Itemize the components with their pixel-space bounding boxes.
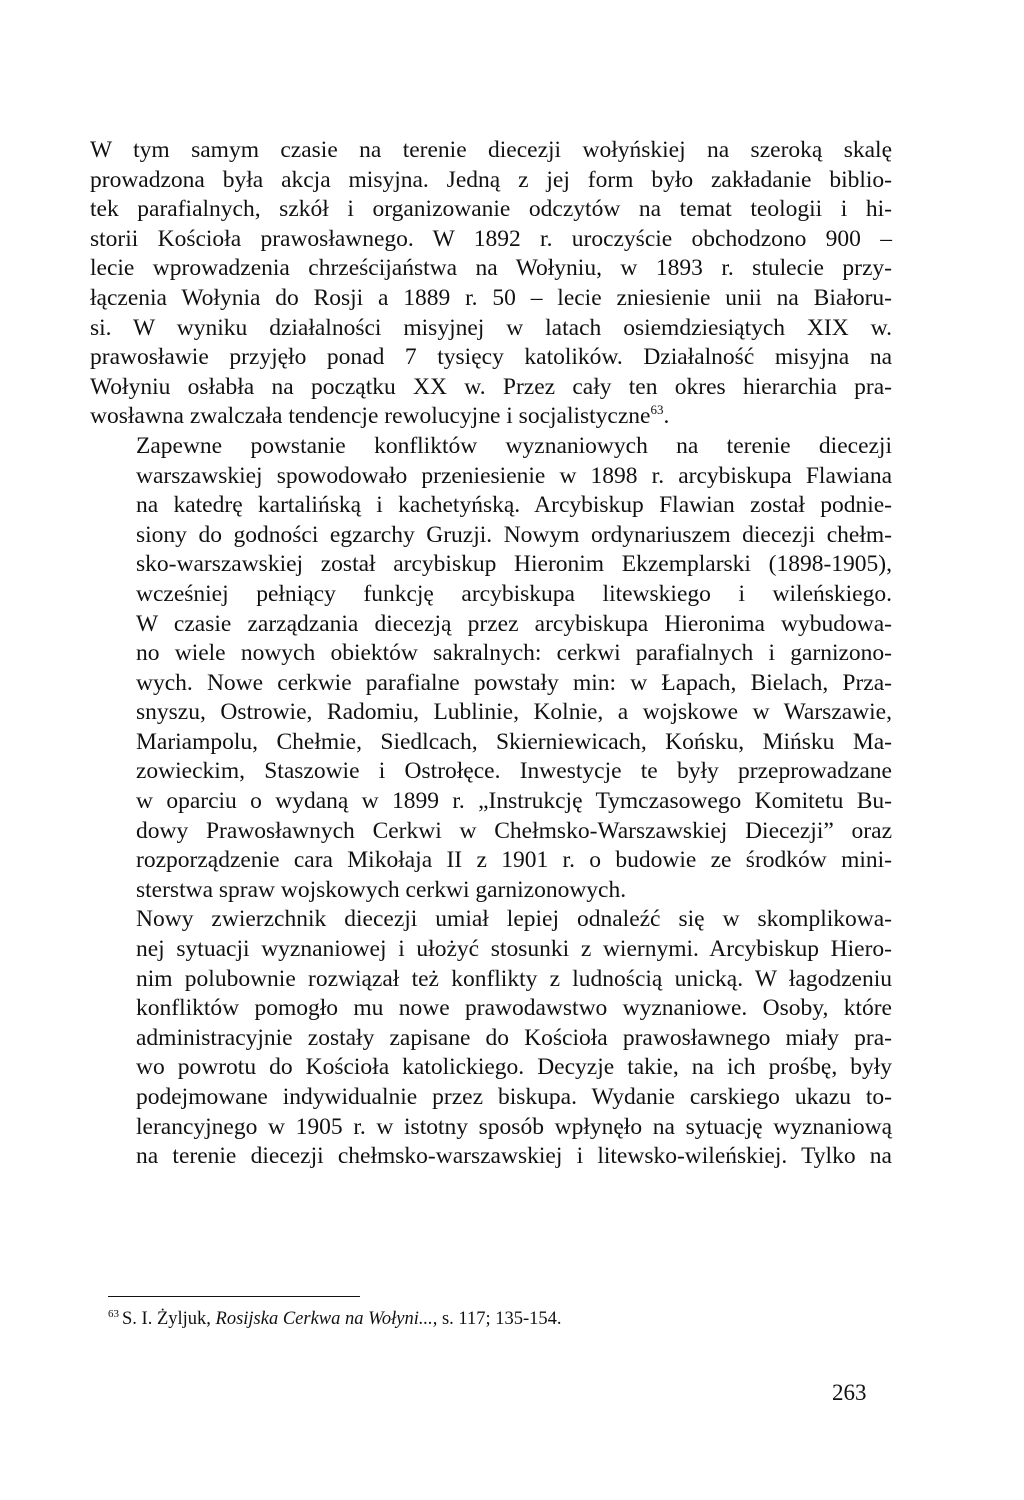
footnote-prefix: S. I. Żyljuk, bbox=[122, 1309, 216, 1329]
text-line: nej sytuacji wyznaniowej i ułożyć stosunki z wiernymi. Arcybiskup Hiero- bbox=[136, 936, 892, 963]
text-line: storii Kościoła prawosławnego. W 1892 r. uroczyście obchodzono 900 – bbox=[90, 225, 892, 252]
text-line: lecie wprowadzenia chrześcijaństwa na Wołyniu, w 1893 r. stulecie przy- bbox=[90, 255, 892, 282]
text-line: tek parafialnych, szkół i organizowanie odczytów na temat teologii i hi- bbox=[90, 196, 892, 223]
text-line: siony do godności egzarchy Gruzji. Nowym ordynariuszem diecezji chełm- bbox=[136, 521, 892, 548]
text-line: podejmowane indywidualnie przez biskupa. Wydanie carskiego ukazu to- bbox=[136, 1084, 892, 1110]
paragraph-2 bbox=[90, 432, 892, 906]
text-line: na terenie diecezji chełmsko-warszawskiej i litewsko-wileńskiej. Tylko na bbox=[136, 1143, 892, 1170]
footnote-reference[interactable]: 63 bbox=[650, 402, 664, 418]
text-line: warszawskiej spowodowało przeniesienie w 1898 r. arcybiskupa Flawiana bbox=[136, 462, 892, 489]
text-line: snyszu, Ostrowie, Radomiu, Lublinie, Kolnie, a wojskowe w Warszawie, bbox=[136, 699, 892, 726]
text-line: si. W wyniku działalności misyjnej w latach osiemdziesiątych XIX w. bbox=[90, 314, 892, 341]
text-line: administracyjnie zostały zapisane do Kościoła prawosławnego miały pra- bbox=[136, 1024, 892, 1051]
text-line: Zapewne powstanie konfliktów wyznaniowych na terenie diecezji bbox=[136, 432, 892, 459]
text-fragment: . bbox=[663, 403, 670, 430]
text-line: Nowy zwierzchnik diecezji umiał lepiej odnaleźć się w skomplikowa- bbox=[136, 906, 892, 933]
text-line: w oparciu o wydaną w 1899 r. „Instrukcję Tymczasowego Komitetu Bu- bbox=[136, 788, 892, 815]
footnote-title: Rosijska Cerkwa na Wołyni... bbox=[215, 1309, 433, 1329]
text-line: wych. Nowe cerkwie parafialne powstały min: w Łapach, Bielach, Prza- bbox=[136, 669, 892, 696]
text-line: sterstwa spraw wojskowych cerkwi garnizonowych. bbox=[136, 876, 627, 903]
footnote-suffix: , s. 117; 135-154. bbox=[432, 1309, 562, 1329]
text-line: wcześniej pełniący funkcję arcybiskupa litewskiego i wileńskiego. bbox=[136, 580, 892, 607]
text-line: W tym samym czasie na terenie diecezji wołyńskiej na szeroką skalę bbox=[90, 137, 892, 163]
footnote bbox=[108, 1307, 562, 1331]
text-line: nim polubownie rozwiązał też konflikty z ludnością unicką. W łagodzeniu bbox=[136, 965, 892, 992]
text-line: wo powrotu do Kościoła katolickiego. Decyzje takie, na ich prośbę, były bbox=[136, 1054, 892, 1081]
text-line: Wołyniu osłabła na początku XX w. Przez cały ten okres hierarchia pra- bbox=[90, 373, 892, 400]
text-line: na katedrę kartalińską i kachetyńską. Arcybiskup Flawian został podnie- bbox=[136, 492, 892, 519]
footnote-number: 63 bbox=[108, 1307, 119, 1320]
text-line: Mariampolu, Chełmie, Siedlcach, Skierniewicach, Końsku, Mińsku Ma- bbox=[136, 728, 892, 755]
text-line: dowy Prawosławnych Cerkwi w Chełmsko-Warszawskiej Diecezji” oraz bbox=[136, 817, 892, 844]
text-line: sko-warszawskiej został arcybiskup Hieronim Ekzemplarski (1898-1905), bbox=[136, 551, 892, 578]
text-fragment: wosławna zwalczała tendencje rewolucyjne i socjalistyczne bbox=[90, 403, 651, 430]
text-line: prawosławie przyjęło ponad 7 tysięcy katolików. Działalność misyjna na bbox=[90, 344, 892, 371]
text-line: konfliktów pomogło mu nowe prawodawstwo wyznaniowe. Osoby, które bbox=[136, 995, 892, 1022]
text-line: lerancyjnego w 1905 r. w istotny sposób wpłynęło na sytuację wyznaniową bbox=[136, 1113, 892, 1140]
text-line: rozporządzenie cara Mikołaja II z 1901 r. o budowie ze środków mini- bbox=[136, 847, 892, 874]
paragraph-1 bbox=[90, 136, 892, 432]
text-line: zowieckim, Staszowie i Ostrołęce. Inwestycje te były przeprowadzane bbox=[136, 758, 892, 785]
paragraph-3 bbox=[90, 905, 892, 1171]
page-body bbox=[90, 136, 892, 1172]
page-number: 263 bbox=[832, 1380, 867, 1405]
text-line: W czasie zarządzania diecezją przez arcybiskupa Hieronima wybudowa- bbox=[136, 610, 892, 637]
text-line: no wiele nowych obiektów sakralnych: cerkwi parafialnych i garnizono- bbox=[136, 640, 892, 667]
text-line: łączenia Wołynia do Rosji a 1889 r. 50 – lecie zniesienie unii na Białoru- bbox=[90, 284, 892, 311]
text-line: prowadzona była akcja misyjna. Jedną z jej form było zakładanie biblio- bbox=[90, 166, 892, 193]
text-line bbox=[90, 402, 892, 432]
footnote-divider bbox=[108, 1296, 360, 1297]
